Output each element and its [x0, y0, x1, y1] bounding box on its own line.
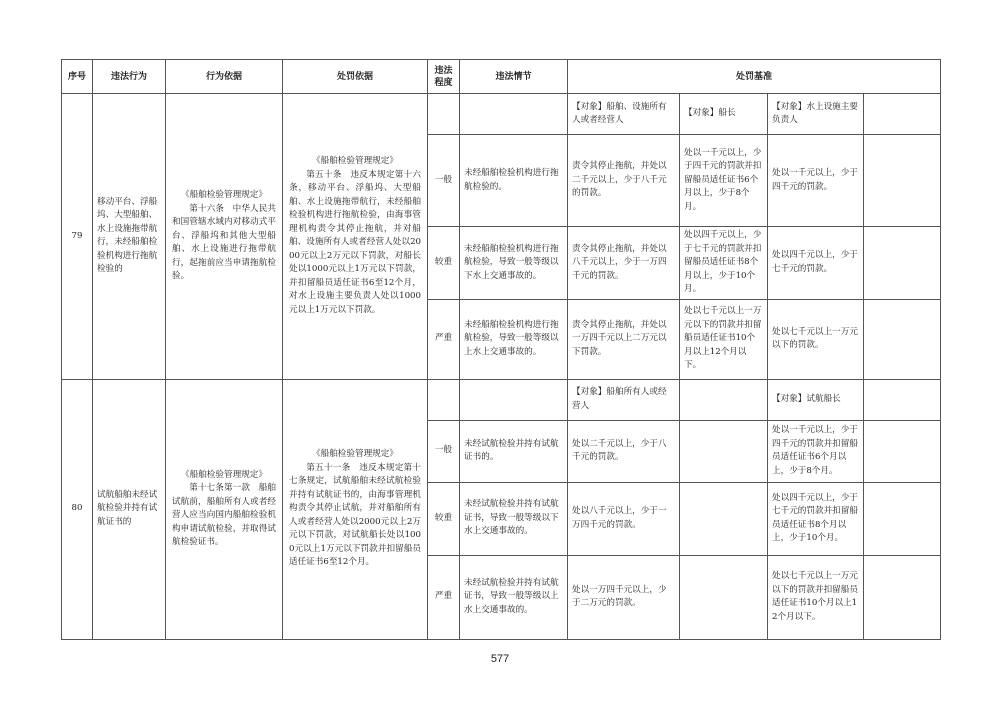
penalty-basis-text: 第五十条 违反本规定第十六条，移动平台、浮船坞、大型船舶、水上设施拖带航行，未经船舶检验机构进行拖航检验，由海事管理机构责令其停止拖航，并对船舶、设施所有人或者经营人处以2000元以上2万元以下罚款，对船长处以1000元以上1万元以下罚款，并扣留船员适任证书6至12个月，对水上设施主要负责人处以1000元以上1万元以下罚款。 [289, 169, 421, 315]
row-number: 79 [62, 94, 93, 380]
empty-cell [864, 227, 941, 300]
penalty-cell [680, 482, 768, 555]
header-degree: 违法 程度 [428, 60, 460, 94]
circumstance-cell: 未经试航检验并持有试航证书，导致一般等级以下水上交通事故的。 [460, 482, 568, 555]
penalty-cell [680, 555, 768, 639]
penalty-cell: 处以二千元以上，少于八千元的罚款。 [568, 420, 680, 482]
penalty-cell: 处以一万四千元以上，少于二万元的罚款。 [568, 555, 680, 639]
degree-cell: 一般 [428, 420, 460, 482]
penalty-cell: 处以七千元以上一万元以下的罚款。 [768, 299, 864, 379]
degree-cell: 较重 [428, 482, 460, 555]
object-label: 【对象】水上设施主要负责人 [768, 94, 864, 135]
circumstance-cell: 未经试航检验并持有试航证书，导致一般等级以上水上交通事故的。 [460, 555, 568, 639]
empty-cell [864, 555, 941, 639]
degree-cell: 一般 [428, 135, 460, 227]
empty-cell [428, 94, 460, 135]
penalty-cell: 处以八千元以上，少于一万四千元的罚款。 [568, 482, 680, 555]
object-label: 【对象】船舶、设施所有人或者经营人 [568, 94, 680, 135]
table-row [62, 379, 941, 420]
act-cell: 试航船舶未经试航检验并持有试航证书的 [93, 379, 166, 639]
degree-cell: 严重 [428, 299, 460, 379]
header-basis: 行为依据 [166, 60, 283, 94]
circumstance-cell: 未经船舶检验机构进行拖航检验的。 [460, 135, 568, 227]
penalty-standards-table [61, 59, 941, 640]
basis-title: 《船舶检验管理规定》 [181, 190, 267, 200]
penalty-cell: 处以一千元以上，少于四千元的罚款并扣留船员适任证书6个月以上，少于8个月。 [768, 420, 864, 482]
object-label: 【对象】船舶所有人或经营人 [568, 379, 680, 420]
empty-cell [864, 482, 941, 555]
penalty-basis-text: 第五十一条 违反本规定第十七条规定，试航船舶未经试航检验并持有试航证书的，由海事管理机构责令其停止试航，并对船舶所有人或者经营人处以2000元以上2万元以下罚款，对试航船长处以1000元以上1万元以下罚款并扣留船员适任证书6至12个月。 [289, 462, 421, 568]
empty-cell [864, 94, 941, 135]
empty-cell [864, 299, 941, 379]
penalty-cell: 处以四千元以上，少于七千元的罚款。 [768, 227, 864, 300]
penalty-cell: 处以四千元以上，少于七千元的罚款并扣留船员适任证书8个月以上，少于10个月。 [768, 482, 864, 555]
table-row [62, 94, 941, 135]
degree-cell: 严重 [428, 555, 460, 639]
object-label: 【对象】船长 [680, 94, 768, 135]
circumstance-cell: 未经船舶检验机构进行拖航检验，导致一般等级以上水上交通事故的。 [460, 299, 568, 379]
header-row [62, 60, 941, 94]
penalty-basis-cell [283, 379, 428, 639]
penalty-cell: 处以一千元以上，少于四千元的罚款。 [768, 135, 864, 227]
penalty-cell: 责令其停止拖航，并处以二千元以上，少于八千元的罚款。 [568, 135, 680, 227]
penalty-cell: 责令其停止拖航，并处以八千元以上，少于一万四千元的罚款。 [568, 227, 680, 300]
basis-title: 《船舶检验管理规定》 [181, 469, 267, 480]
circumstance-cell: 未经试航检验并持有试航证书的。 [460, 420, 568, 482]
penalty-basis-title: 《船舶检验管理规定》 [312, 449, 398, 460]
header-standard: 处罚基准 [568, 60, 941, 94]
header-circumstance: 违法情节 [460, 60, 568, 94]
penalty-cell [680, 420, 768, 482]
header-no: 序号 [62, 60, 93, 94]
empty-cell [864, 420, 941, 482]
header-penalty-basis: 处罚依据 [283, 60, 428, 94]
degree-cell: 较重 [428, 227, 460, 300]
basis-cell [166, 379, 283, 639]
header-act: 违法行为 [93, 60, 166, 94]
penalty-cell: 处以一千元以上，少于四千元的罚款并扣留船员适任证书6个月以上，少于8个月。 [680, 135, 768, 227]
penalty-cell: 处以七千元以上一万元以下的罚款并扣留船员适任证书10个月以上12个月以下。 [680, 299, 768, 379]
basis-text: 第十六条 中华人民共和国管辖水域内对移动式平台、浮船坞和其他大型船舶、水上设施进行拖带航行，起拖前应当申请拖航检验。 [172, 203, 276, 281]
basis-cell [166, 94, 283, 380]
empty-cell [428, 379, 460, 420]
page-number: 577 [490, 653, 510, 665]
penalty-basis-title: 《船舶检验管理规定》 [312, 156, 398, 167]
empty-cell [864, 135, 941, 227]
penalty-basis-cell [283, 94, 428, 380]
empty-cell [460, 379, 568, 420]
object-label [680, 379, 768, 420]
penalty-cell: 责令其停止拖航，并处以一万四千元以上二万元以下罚款。 [568, 299, 680, 379]
empty-cell [460, 94, 568, 135]
circumstance-cell: 未经船舶检验机构进行拖航检验，导致一般等级以下水上交通事故的。 [460, 227, 568, 300]
basis-text: 第十七条第一款 船舶试航前，船舶所有人或者经营人应当向国内船舶检验机构申请试航检验，并取得试航检验证书。 [172, 483, 276, 547]
penalty-cell: 处以七千元以上一万元以下的罚款并扣留船员适任证书10个月以上12个月以下。 [768, 555, 864, 639]
object-label: 【对象】试航船长 [768, 379, 864, 420]
act-cell: 移动平台、浮船坞、大型船舶、水上设施拖带航行，未经船舶检验机构进行拖航检验的 [93, 94, 166, 380]
empty-cell [864, 379, 941, 420]
penalty-cell: 处以四千元以上，少于七千元的罚款并扣留船员适任证书8个月以上，少于10个月。 [680, 227, 768, 300]
row-number: 80 [62, 379, 93, 639]
